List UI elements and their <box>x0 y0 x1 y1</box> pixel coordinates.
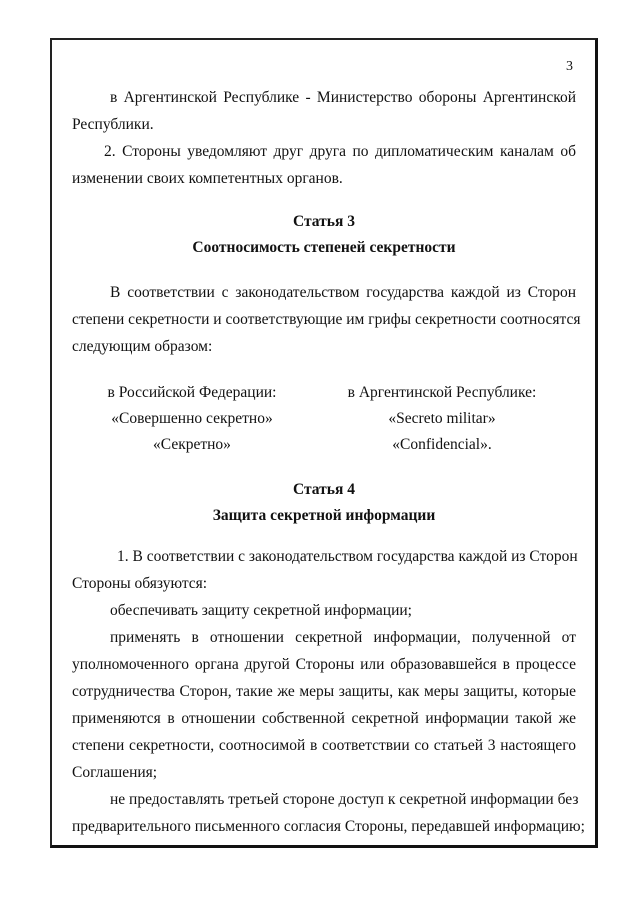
article4-p3-line-1: применять в отношении секретной информации, полученной от <box>110 629 576 646</box>
argentina-column-header: в Аргентинской Республике: <box>347 384 537 401</box>
article3-title: Соотносимость степеней секретности <box>192 239 456 256</box>
intro-line-2: Республики. <box>72 116 154 133</box>
argentina-secreto-militar: «Secreto militar» <box>388 410 496 427</box>
article4-p3-line-2: уполномоченного органа другой Стороны или образовавшейся в процессе <box>72 656 576 673</box>
article4-p1-line-1: 1. В соответствии с законодательством государства каждой из Сторон <box>117 548 578 565</box>
article4-p3-line-3: сотрудничества Сторон, такие же меры защиты, как меры защиты, которые <box>72 683 576 700</box>
russia-top-secret: «Совершенно секретно» <box>111 410 273 427</box>
article4-number: Статья 4 <box>293 481 355 498</box>
article3-number: Статья 3 <box>293 213 355 230</box>
article4-p3-line-6: Соглашения; <box>72 764 158 781</box>
article4-p1-line-2: Стороны обязуются: <box>72 575 208 592</box>
argentina-confidencial: «Confidencial». <box>392 436 492 453</box>
item2-line-1: 2. Стороны уведомляют друг друга по дипломатическим каналам об <box>104 143 576 160</box>
intro-line-1: в Аргентинской Республике - Министерство обороны Аргентинской <box>110 89 576 106</box>
article4-title: Защита секретной информации <box>212 507 436 524</box>
article3-para-line-3: следующим образом: <box>72 338 213 355</box>
russia-secret: «Секретно» <box>153 436 231 453</box>
article4-p3-line-4: применяются в отношении собственной секретной информации такой же <box>72 710 576 727</box>
russia-column-header: в Российской Федерации: <box>107 384 277 401</box>
article4-p3-line-5: степени секретности, соотносимой в соответствии со статьей 3 настоящего <box>72 737 576 754</box>
article4-p2-line-1: обеспечивать защиту секретной информации; <box>110 602 412 619</box>
article3-para-line-2: степени секретности и соответствующие им грифы секретности соотносятся <box>72 311 581 328</box>
article4-p4-line-1: не предоставлять третьей стороне доступ к секретной информации без <box>110 791 579 808</box>
page-number: 3 <box>566 59 573 74</box>
article4-p4-line-2: предварительного письменного согласия Стороны, передавшей информацию; <box>72 818 585 835</box>
item2-line-2: изменении своих компетентных органов. <box>72 170 343 187</box>
article3-para-line-1: В соответствии с законодательством государства каждой из Сторон <box>110 284 576 301</box>
